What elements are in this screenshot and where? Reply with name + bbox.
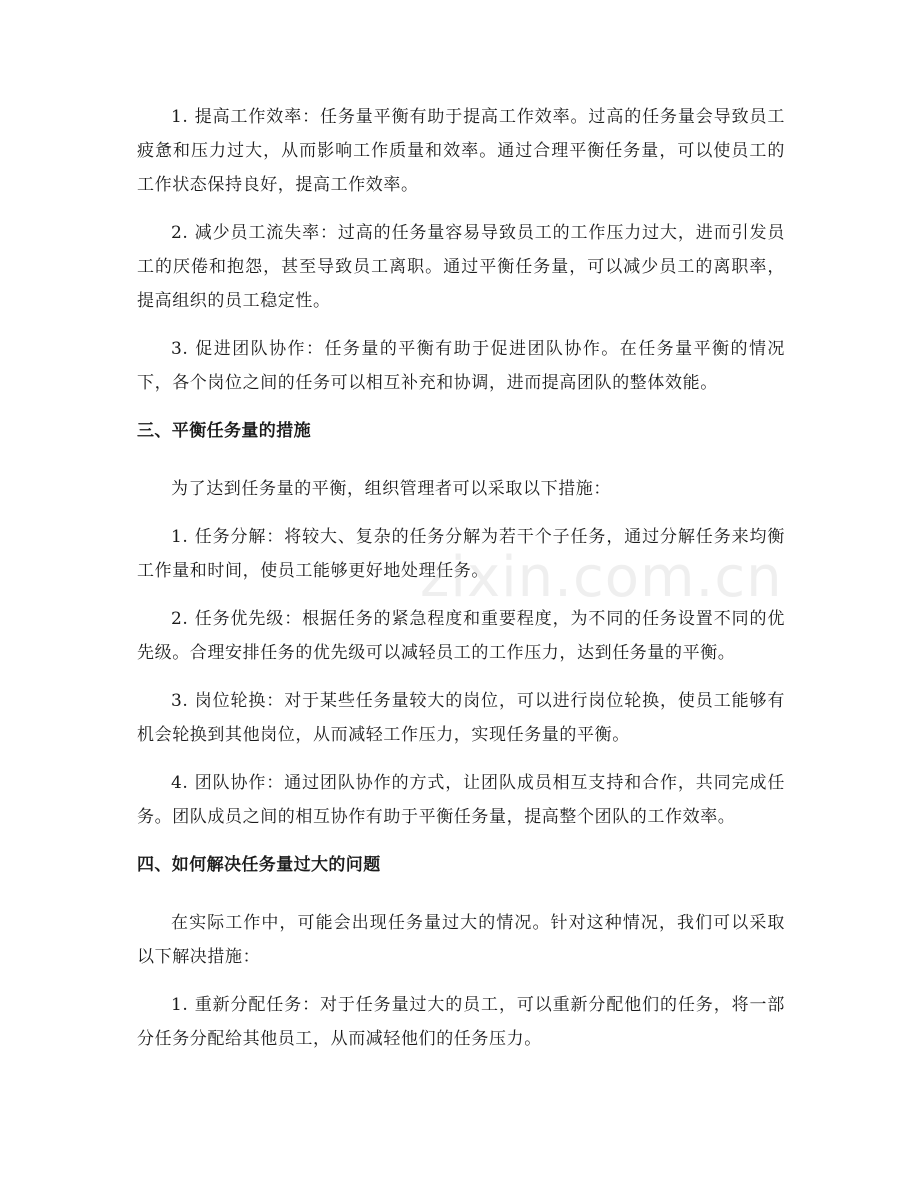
list-item-task-breakdown: 1. 任务分解：将较大、复杂的任务分解为若干个子任务，通过分解任务来均衡工作量和时间，使员工能够更好地处理任务。: [137, 527, 785, 581]
paragraph-teamwork: 3. 促进团队协作：任务量的平衡有助于促进团队协作。在任务量平衡的情况下，各个岗位之间的任务可以相互补充和协调，进而提高团队的整体效能。: [137, 339, 785, 393]
paragraph-turnover: 2. 减少员工流失率：过高的任务量容易导致员工的工作压力过大，进而引发员工的厌倦和抱怨，甚至导致员工离职。通过平衡任务量，可以减少员工的离职率，提高组织的员工稳定性。: [137, 223, 785, 311]
paragraph-measures-intro: 为了达到任务量的平衡，组织管理者可以采取以下措施：: [171, 479, 611, 499]
watermark: zixin.com.cn: [420, 545, 783, 610]
section-heading-solutions: 四、如何解决任务量过大的问题: [137, 855, 381, 875]
list-item-team-collaboration: 4. 团队协作：通过团队协作的方式，让团队成员相互支持和合作，共同完成任务。团队成员之间的相互协作有助于平衡任务量，提高整个团队的工作效率。: [137, 773, 785, 827]
list-item-reassign-tasks: 1. 重新分配任务：对于任务量过大的员工，可以重新分配他们的任务，将一部分任务分配给其他员工，从而减轻他们的任务压力。: [137, 995, 785, 1049]
section-heading-measures: 三、平衡任务量的措施: [137, 421, 311, 441]
list-item-task-priority: 2. 任务优先级：根据任务的紧急程度和重要程度，为不同的任务设置不同的优先级。合理安排任务的优先级可以减轻员工的工作压力，达到任务量的平衡。: [137, 609, 785, 663]
paragraph-efficiency: 1. 提高工作效率：任务量平衡有助于提高工作效率。过高的任务量会导致员工疲惫和压力过大，从而影响工作质量和效率。通过合理平衡任务量，可以使员工的工作状态保持良好，提高工作效率。: [137, 107, 785, 195]
document-body: [137, 100, 785, 1070]
paragraph-solutions-intro: 在实际工作中，可能会出现任务量过大的情况。针对这种情况，我们可以采取以下解决措施：: [137, 913, 785, 967]
list-item-job-rotation: 3. 岗位轮换：对于某些任务量较大的岗位，可以进行岗位轮换，使员工能够有机会轮换到其他岗位，从而减轻工作压力，实现任务量的平衡。: [137, 691, 785, 745]
